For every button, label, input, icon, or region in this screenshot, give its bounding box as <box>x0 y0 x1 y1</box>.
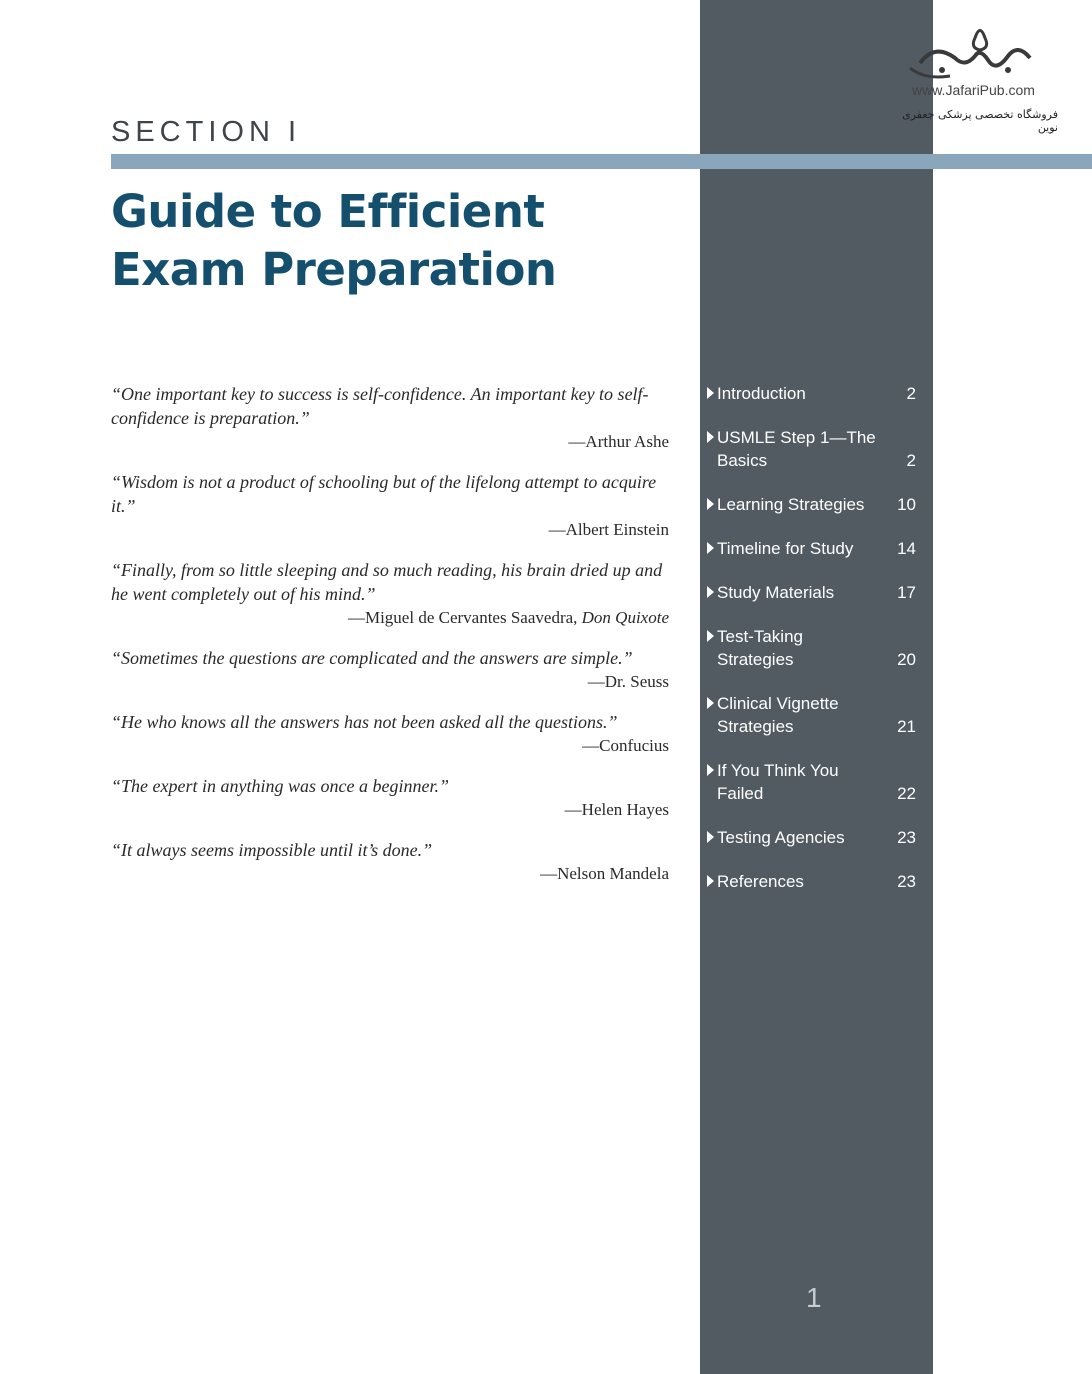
toc-item-page: 22 <box>897 784 916 803</box>
triangle-right-icon <box>707 630 714 642</box>
title-line-2: Exam Preparation <box>111 243 557 296</box>
quote-author: —Helen Hayes <box>564 800 669 819</box>
quote-block <box>111 382 669 454</box>
table-of-contents <box>705 382 918 893</box>
toc-item-if-you-failed[interactable] <box>705 759 918 805</box>
toc-item-page: 21 <box>897 717 916 736</box>
toc-item-study-materials[interactable] <box>705 581 918 604</box>
title-line-1: Guide to Efficient <box>111 185 545 238</box>
section-label: SECTION I <box>111 116 302 148</box>
quote-author: —Miguel de Cervantes Saavedra, Don Quixote <box>347 608 669 627</box>
toc-item-label: Study Materials <box>717 583 835 602</box>
quote-text: “Wisdom is not a product of schooling but of the lifelong attempt to acquire it.” <box>111 472 657 516</box>
page-number: 1 <box>806 1282 822 1313</box>
toc-item-label: References <box>717 872 804 891</box>
toc-item-introduction[interactable] <box>705 382 918 405</box>
toc-item-label: USMLE Step 1—The Basics <box>717 428 876 470</box>
triangle-right-icon <box>707 387 714 399</box>
page-title <box>111 183 556 299</box>
toc-item-page: 14 <box>897 539 916 558</box>
toc-item-label: Timeline for Study <box>717 539 854 558</box>
quote-author: —Albert Einstein <box>548 520 669 539</box>
quote-author: —Nelson Mandela <box>540 864 669 883</box>
quote-author: —Dr. Seuss <box>587 672 669 691</box>
section-rule <box>111 154 1092 169</box>
quote-block <box>111 774 669 822</box>
toc-item-clinical-vignette[interactable] <box>705 692 918 738</box>
quote-text: “Finally, from so little sleeping and so much reading, his brain dried up and he went completely out of his mind.” <box>111 560 663 604</box>
quote-author: —Confucius <box>582 736 669 755</box>
triangle-right-icon <box>707 764 714 776</box>
toc-item-page: 2 <box>906 451 916 470</box>
toc-item-page: 10 <box>897 495 916 514</box>
quote-author: —Arthur Ashe <box>568 432 669 451</box>
quote-block <box>111 646 669 694</box>
quote-block <box>111 710 669 758</box>
triangle-right-icon <box>707 498 714 510</box>
toc-item-references[interactable] <box>705 870 918 893</box>
quote-block <box>111 838 669 886</box>
publisher-url: www.JafariPub.com <box>912 82 1035 98</box>
quote-text: “One important key to success is self-confidence. An important key to self-confidence is preparation.” <box>111 384 649 428</box>
triangle-right-icon <box>707 697 714 709</box>
triangle-right-icon <box>707 542 714 554</box>
toc-item-testing-agencies[interactable] <box>705 826 918 849</box>
quote-work-title: Don Quixote <box>581 608 669 627</box>
quote-text: “He who knows all the answers has not been asked all the questions.” <box>111 712 618 732</box>
toc-item-label: Clinical Vignette Strategies <box>717 694 839 736</box>
toc-item-timeline[interactable] <box>705 537 918 560</box>
quote-text: “It always seems impossible until it’s done.” <box>111 840 433 860</box>
toc-item-label: If You Think You Failed <box>717 761 839 803</box>
quotes-column <box>111 382 669 886</box>
toc-item-label: Testing Agencies <box>717 828 845 847</box>
toc-item-test-taking[interactable] <box>705 625 918 671</box>
quote-text: “The expert in anything was once a beginner.” <box>111 776 449 796</box>
toc-item-learning-strategies[interactable] <box>705 493 918 516</box>
quote-text: “Sometimes the questions are complicated and the answers are simple.” <box>111 648 633 668</box>
toc-item-label: Introduction <box>717 384 806 403</box>
triangle-right-icon <box>707 875 714 887</box>
triangle-right-icon <box>707 831 714 843</box>
triangle-right-icon <box>707 431 714 443</box>
publisher-tagline: فروشگاه تخصصی پزشکی جعفری نوین <box>902 108 1058 134</box>
toc-item-page: 20 <box>897 650 916 669</box>
toc-item-page: 2 <box>906 384 916 403</box>
toc-item-label: Test-Taking Strategies <box>717 627 803 669</box>
quote-block <box>111 558 669 630</box>
toc-item-usmle-basics[interactable] <box>705 426 918 472</box>
toc-item-page: 17 <box>897 583 916 602</box>
quote-block <box>111 470 669 542</box>
toc-item-page: 23 <box>897 872 916 891</box>
toc-item-page: 23 <box>897 828 916 847</box>
toc-item-label: Learning Strategies <box>717 495 865 514</box>
triangle-right-icon <box>707 586 714 598</box>
